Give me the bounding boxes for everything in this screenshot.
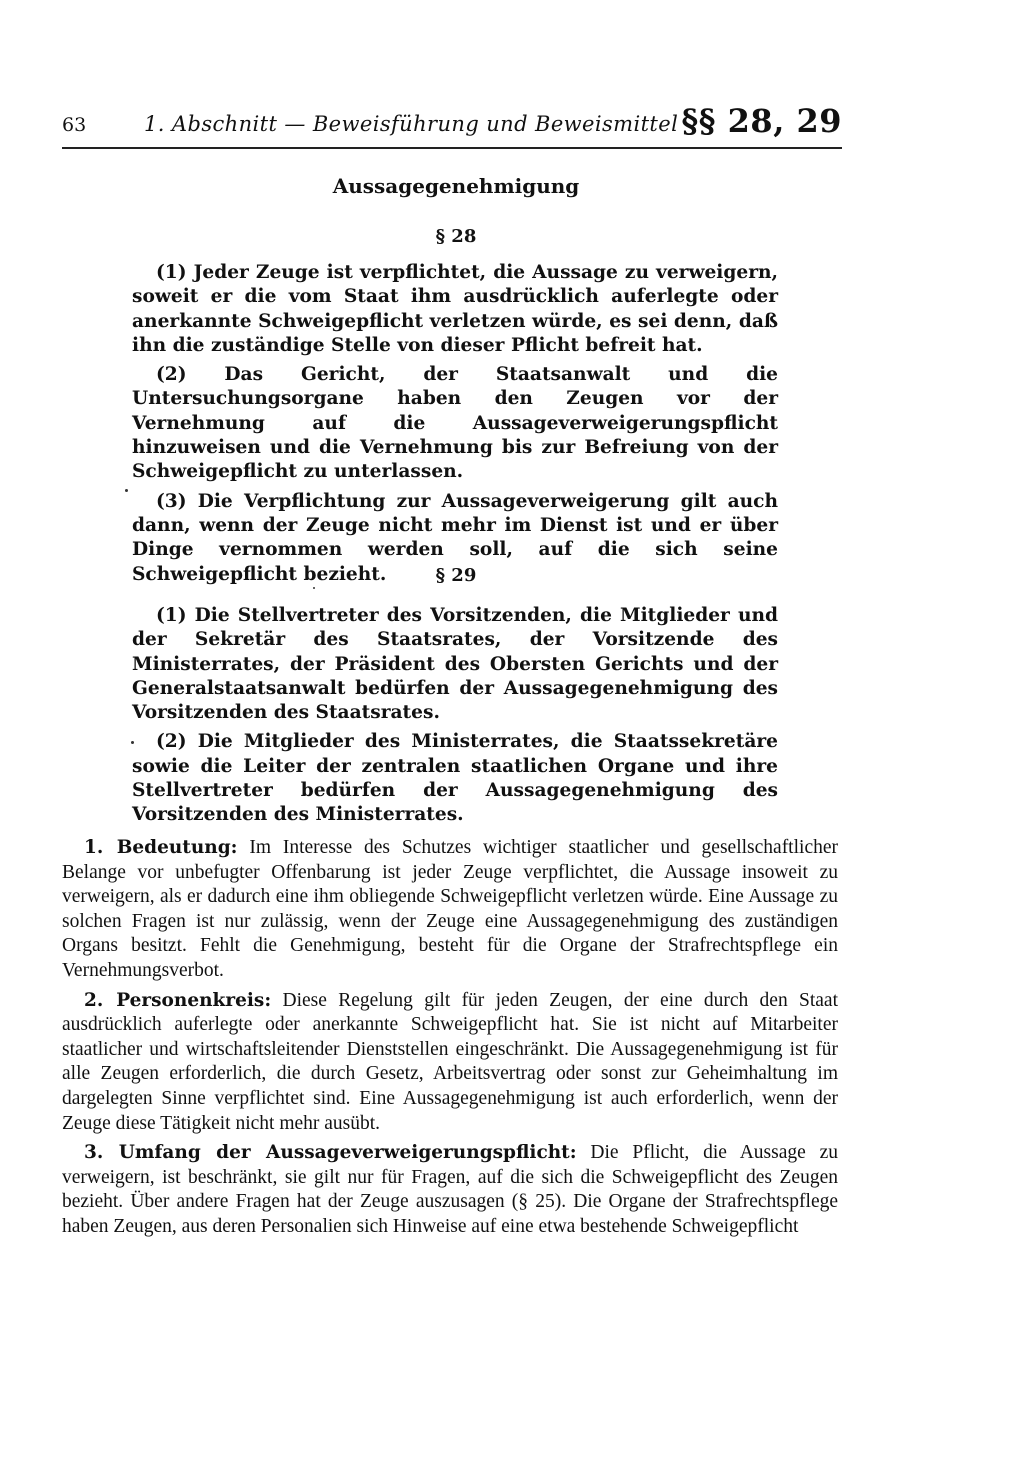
commentary-lead: 2. Personenkreis: <box>84 989 272 1011</box>
commentary-body: Diese Regelung gilt für jeden Zeugen, der eine durch den Staat ausdrücklich auferlegte oder anerkannte Schweigepflicht hat. Sie ist nicht auf Mitarbeiter staatlicher und wirtschaftsleitender Dienststellen eingeschränkt. Die Aussagegenehmigung ist für alle Zeugen erforderlich, die durch Gesetz, Arbeitsvertrag oder sonst zur Geheimhaltung im dargelegten Sinne verpflichtet sind. Eine Aussagegenehmigung ist auch erforderlich, wenn der Zeuge diese Tätigkeit nicht mehr ausübt. <box>62 989 839 1134</box>
statute-text-29 <box>132 604 778 833</box>
commentary-paragraph <box>62 1141 838 1239</box>
commentary <box>62 836 838 1245</box>
print-speck <box>131 741 134 744</box>
print-speck <box>313 587 315 589</box>
section-reference: §§ 28, 29 <box>681 102 842 140</box>
statute-paragraph: (2) Das Gericht, der Staatsanwalt und die Untersuchungsorgane haben den Zeugen vor der Vernehmung auf die Aussageverweigerungspflicht hinzuweisen und die Vernehmung bis zur Befreiung von der Schweigepflicht zu unterlassen. <box>132 364 778 483</box>
page-number: 63 <box>62 114 87 136</box>
commentary-lead: 1. Bedeutung: <box>84 837 238 858</box>
print-speck <box>125 489 128 492</box>
paragraph-mark-29: § 29 <box>435 565 477 586</box>
section-title: Aussagegenehmigung <box>332 174 580 198</box>
commentary-lead: 3. Umfang der Aussageverweigerungspflicht: <box>84 1142 577 1164</box>
statute-paragraph: (2) Die Mitglieder des Ministerrates, die Staatssekretäre sowie die Leiter der zentralen staatlichen Organe und ihre Stellvertreter bedürfen der Aussagegenehmigung des Vorsitzenden des Ministerrates. <box>132 731 778 826</box>
running-title: 1. Abschnitt — Beweisführung und Beweismittel <box>144 112 679 136</box>
commentary-paragraph <box>62 836 838 984</box>
commentary-body: Im Interesse des Schutzes wichtiger staatlicher und gesellschaftlicher Belange vor unbefugter Offenbarung ist jeder Zeuge verpflichtet, die Aussage insoweit zu verweigern, als er dadurch eine ihm obliegende Schweigepflicht verletzen würde. Eine Aussage zu solchen Fragen ist nur zulässig, wenn der Zeuge eine Aussagegenehmigung des zuständigen Organs besitzt. Fehlt die Genehmigung, besteht für die Organe der Strafrechtspflege ein Vernehmungsverbot. <box>62 837 838 981</box>
statute-paragraph: (1) Die Stellvertreter des Vorsitzenden, die Mitglieder und der Sekretär des Staatsrates, der Vorsitzende des Ministerrates, der Präsident des Obersten Gerichts und der Generalstaatsanwalt bedürfen der Aussagegenehmigung des Vorsitzenden des Staatsrates. <box>132 605 778 724</box>
statute-paragraph: (1) Jeder Zeuge ist verpflichtet, die Aussage zu verweigern, soweit er die vom Staat ihm ausdrücklich auferlegte oder anerkannte Schweigepflicht verletzen würde, es sei denn, daß ihn die zuständige Stelle von dieser Pflicht befreit hat. <box>132 262 778 356</box>
statute-paragraph: (3) Die Verpflichtung zur Aussageverweigerung gilt auch dann, wenn der Zeuge nicht mehr im Dienst ist und er über Dinge vernommen werden soll, auf die sich seine Schweigepflicht bezieht. <box>132 490 778 585</box>
header-rule <box>62 147 842 149</box>
commentary-paragraph <box>62 989 838 1137</box>
commentary-body: Die Pflicht, die Aussage zu verweigern, ist beschränkt, sie gilt nur für Fragen, auf die sich die Schweigepflicht des Zeugen bezieht. Über andere Fragen hat der Zeuge auszusagen (§ 25). Die Organe der Strafrechtspflege haben Zeugen, aus deren Personalien sich Hinweise auf eine etwa bestehende Schweigepflicht <box>62 1142 839 1237</box>
running-header <box>62 104 842 144</box>
paragraph-mark-28: § 28 <box>435 226 477 247</box>
statute-text-28 <box>132 261 778 592</box>
